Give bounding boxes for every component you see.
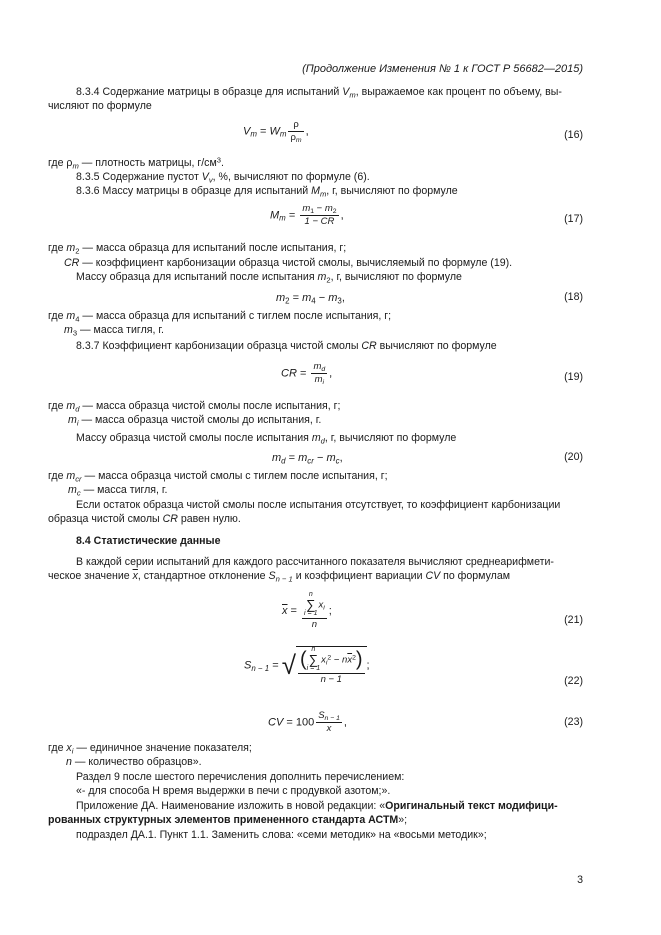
- where-mc: $m_c$ — масса тигля, г.: [68, 484, 168, 498]
- mass-m2-intro: Массу образца для испытаний после испытания $m_2$, г, вычисляют по формуле: [76, 271, 462, 285]
- paragraph-8-3-4-line-2: числяют по формуле: [48, 100, 152, 112]
- formula-number-23: (23): [564, 716, 583, 728]
- formula-number-20: (20): [564, 451, 583, 463]
- running-header: (Продолжение Изменения № 1 к ГОСТ Р 56682—2015): [302, 63, 583, 75]
- formula-20: $m_d = m_{cr} - m_c$,: [272, 452, 343, 466]
- where-mcr: где $m_{cr}$ — масса образца чистой смолы с тиглем после испытания, г;: [48, 470, 388, 484]
- formula-number-16: (16): [564, 129, 583, 141]
- where-m2: где $m_2$ — масса образца для испытаний после испытания, г;: [48, 242, 347, 256]
- razdel-9-line: Раздел 9 после шестого перечисления дополнить перечислением:: [76, 771, 405, 783]
- square-root-symbol: √ ( n ∑ $i = 1x_i^2 - n\overline{x}^2$) n − 1: [282, 646, 367, 686]
- appendix-da-line-2: рованных структурных элементов примененного стандарта АСТМ»;: [48, 814, 408, 826]
- stat-line-1: В каждой серии испытаний для каждого рассчитанного показателя вычисляют среднеарифмети-: [76, 556, 554, 568]
- where-md: где $m_d$ — масса образца чистой смолы после испытания, г;: [48, 400, 341, 414]
- paragraph-8-3-4-line-1: 8.3.4 Содержание матрицы в образце для испытаний $V_m$, выражаемое как процент по объему, вы-: [76, 86, 562, 100]
- formula-number-19: (19): [564, 371, 583, 383]
- subsection-da-1-line: подраздел ДА.1. Пункт 1.1. Заменить слова: «семи методик» на «восьми методик»;: [76, 829, 487, 841]
- formula-number-17: (17): [564, 213, 583, 225]
- where-m3: $m_3$ — масса тигля, г.: [64, 324, 164, 338]
- formula-21: $\overline{x}$ = n ∑ $i = 1x_i$ n ;: [282, 591, 332, 630]
- paragraph-8-3-5: 8.3.5 Содержание пустот $V_v$, %, вычисляют по формуле (6).: [76, 171, 370, 185]
- formula-number-22: (22): [564, 675, 583, 687]
- paragraph-8-3-6: 8.3.6 Массу матрицы в образце для испытаний $M_m$, г, вычисляют по формуле: [76, 185, 458, 199]
- residue-line-2: образца чистой смолы CR равен нулю.: [48, 513, 241, 525]
- where-n: n — количество образцов».: [66, 756, 202, 768]
- formula-18: $m_2 = m_4 - m_3$,: [276, 292, 345, 306]
- sum-symbol: n ∑ i = 1: [304, 591, 318, 617]
- formula-19: CR = $\frac{m_d}{m_i}$ ,: [281, 361, 333, 386]
- where-rho: где $\rho_m$ — плотность матрицы, $г/см^3$.: [48, 155, 224, 171]
- formula-22: $S_{n - 1}$ = √ ( n ∑ $i = 1x_i^2 - n\overline{x}^2$) n − 1 ;: [244, 646, 370, 685]
- residue-line-1: Если остаток образца чистой смолы после испытания отсутствует, то коэффициент карбонизации: [76, 499, 561, 511]
- mass-md-intro: Массу образца чистой смолы после испытания $m_d$, г, вычисляют по формуле: [76, 432, 457, 446]
- where-mi: $m_i$ — масса образца чистой смолы до испытания, г.: [68, 414, 322, 428]
- appendix-da-line-1: Приложение ДА. Наименование изложить в новой редакции: «Оригинальный текст модифици-: [76, 800, 558, 812]
- paragraph-8-3-7: 8.3.7 Коэффициент карбонизации образца чистой смолы CR вычисляют по формуле: [76, 340, 497, 352]
- page-number: 3: [577, 874, 583, 886]
- where-m4: где $m_4$ — масса образца для испытаний с тиглем после испытания, г;: [48, 310, 392, 324]
- stat-line-2: ческое значение $\overline{x}$, стандартное отклонение $S_{n - 1}$ и коэффициент вариации CV по формулам: [48, 570, 510, 584]
- method-h-line: «- для способа Н время выдержки в печи с продувкой азотом;».: [76, 785, 391, 797]
- where-xi: где $x_i$ — единичное значение показателя;: [48, 742, 252, 756]
- where-cr: CR — коэффициент карбонизации образца чистой смолы, вычисляемый по формуле (19).: [64, 257, 513, 269]
- formula-16: $V_m = W_m$ $\frac{\rho}{\rho_m}$ ,: [243, 119, 309, 144]
- formula-number-18: (18): [564, 291, 583, 303]
- formula-23: CV = 100 $\frac{S_{n - 1}}{x}$ ,: [268, 710, 347, 734]
- formula-number-21: (21): [564, 614, 583, 626]
- formula-17: $M_m$ = $\frac{m_1 - m_2}{1 - CR}$ ,: [270, 203, 344, 227]
- section-heading-8-4: 8.4 Статистические данные: [76, 535, 221, 547]
